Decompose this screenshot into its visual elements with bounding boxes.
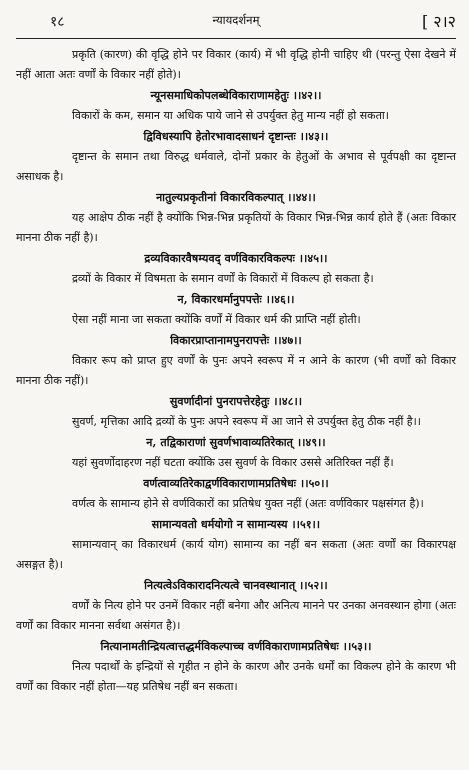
sutra-line: विकारप्राप्तानामपुनरापत्तेः ।।४७।। [170,334,302,347]
commentary-paragraph: नित्य पदार्थों के इन्द्रियों से गृहीत न होने के कारण और उनके धर्मों का विकल्प होने के कारण भी वर्णों का विकार नहीं होता—यह प्रतिषेध नहीं बन सकता। [16,660,456,693]
commentary-paragraph: द्रव्यों के विकार में विषमता के समान वर्णों के विकारों में विकल्प हो सकता है। [72,272,374,285]
commentary-paragraph: ऐसा नहीं माना जा सकता क्योंकि वर्णों में विकार धर्म की प्राप्ति नहीं होती। [72,313,361,326]
book-page [16,8,456,697]
sutra-line: न, विकारधर्मानुपपत्तेः ।।४६।। [177,293,295,306]
page-number: १८ [50,14,65,30]
commentary-paragraph: यहां सुवर्णोदाहरण नहीं घटता क्योंकि उस सुवर्ण के विकार उससे अतिरिक्त नहीं हैं। [72,456,394,469]
sutra-line: सुवर्णादीनां पुनरापत्तेरहेतुः ।।४८।। [169,395,303,408]
sutra-line: द्विविधस्यापि हेतोरभावादसाधनं दृष्टान्तः ।।४३।। [143,130,329,143]
commentary-paragraph: सुवर्ण, मृत्तिका आदि द्रव्यों के पुनः अपने स्वरूप में आ जाने से उपर्युक्त हेतु ठीक नहीं है।। [72,415,421,428]
commentary-paragraph: विकारों के कम, समान या अधिक पाये जाने से उपर्युक्त हेतु मान्य नहीं हो सकता। [72,109,389,122]
commentary-paragraph: यह आक्षेप ठीक नहीं है क्योंकि भिन्न-भिन्न प्रकृतियों के विकार भिन्न-भिन्न कार्य होते हैं (अतः विकार मानना ठीक नहीं है)। [16,211,456,244]
commentary-paragraph: सामान्यवान् का विकारधर्म (कार्य योग) सामान्य का नहीं बन सकता (अतः वर्णों का विकारपक्ष असङ्गत है)। [16,538,456,571]
commentary-paragraph: विकार रूप को प्राप्त हुए वर्णों के पुनः अपने स्वरूप में न आने के कारण (भी वर्णों को विकार मानना ठीक नहीं)। [16,354,456,387]
commentary-paragraph: प्रकृति (कारण) की वृद्धि होने पर विकार (कार्य) में भी वृद्धि होनी चाहिए थी (परन्तु ऐसा देखने में नहीं आता अतः वर्णों के विकार नहीं होते)। [16,48,456,81]
running-title: न्यायदर्शनम् [212,13,260,27]
commentary-paragraph: वर्णत्व के सामान्य होने से वर्णविकारों का प्रतिषेध युक्त नहीं (अतः वर्णविकार पक्षसंगत है)। [72,497,424,510]
sutra-line: न, तद्विकाराणां सुवर्णभावाव्यतिरेकात् ।।४९।। [146,436,326,449]
chapter-reference: [ २।२ [421,12,456,31]
sutra-line: नित्यत्वेऽविकारादनित्यत्वे चानवस्थानात् ।।५२।। [144,579,328,592]
sutra-line: न्यूनसमाधिकोपलब्धेविकाराणामहेतुः ।।४२।। [150,89,322,102]
commentary-paragraph: वर्णों के नित्य होने पर उनमें विकार नहीं बनेगा और अनित्य मानने पर उनका अनवस्थान होगा (अतः वर्णों का विकार मानना सर्वथा असंगत है)। [16,599,456,632]
sutra-line: द्रव्यविकारवैषम्यवद् वर्णविकारविकल्पः ।।४५।। [144,252,328,265]
commentary-paragraph: दृष्टान्त के समान तथा विरुद्ध धर्मवाले, दोनों प्रकार के हेतुओं के अभाव से पूर्वपक्षी का दृष्टान्त असाधक है। [16,150,456,183]
sutra-line: नातुल्यप्रकृतीनां विकारविकल्पात् ।।४४।। [156,191,316,204]
sutra-line: नित्यानामतीन्द्रियत्वात्तद्धर्मविकल्पाच्च वर्णविकाराणामप्रतिषेधः ।।५३।। [100,640,372,653]
page-body [16,45,456,697]
sutra-line: सामान्यवतो धर्मयोगो न सामान्यस्य ।।५१।। [151,518,321,531]
page-header [16,8,456,39]
sutra-line: वर्णत्वाव्यतिरेकाद्वर्णविकाराणामप्रतिषेधः ।।५०।। [143,477,329,490]
